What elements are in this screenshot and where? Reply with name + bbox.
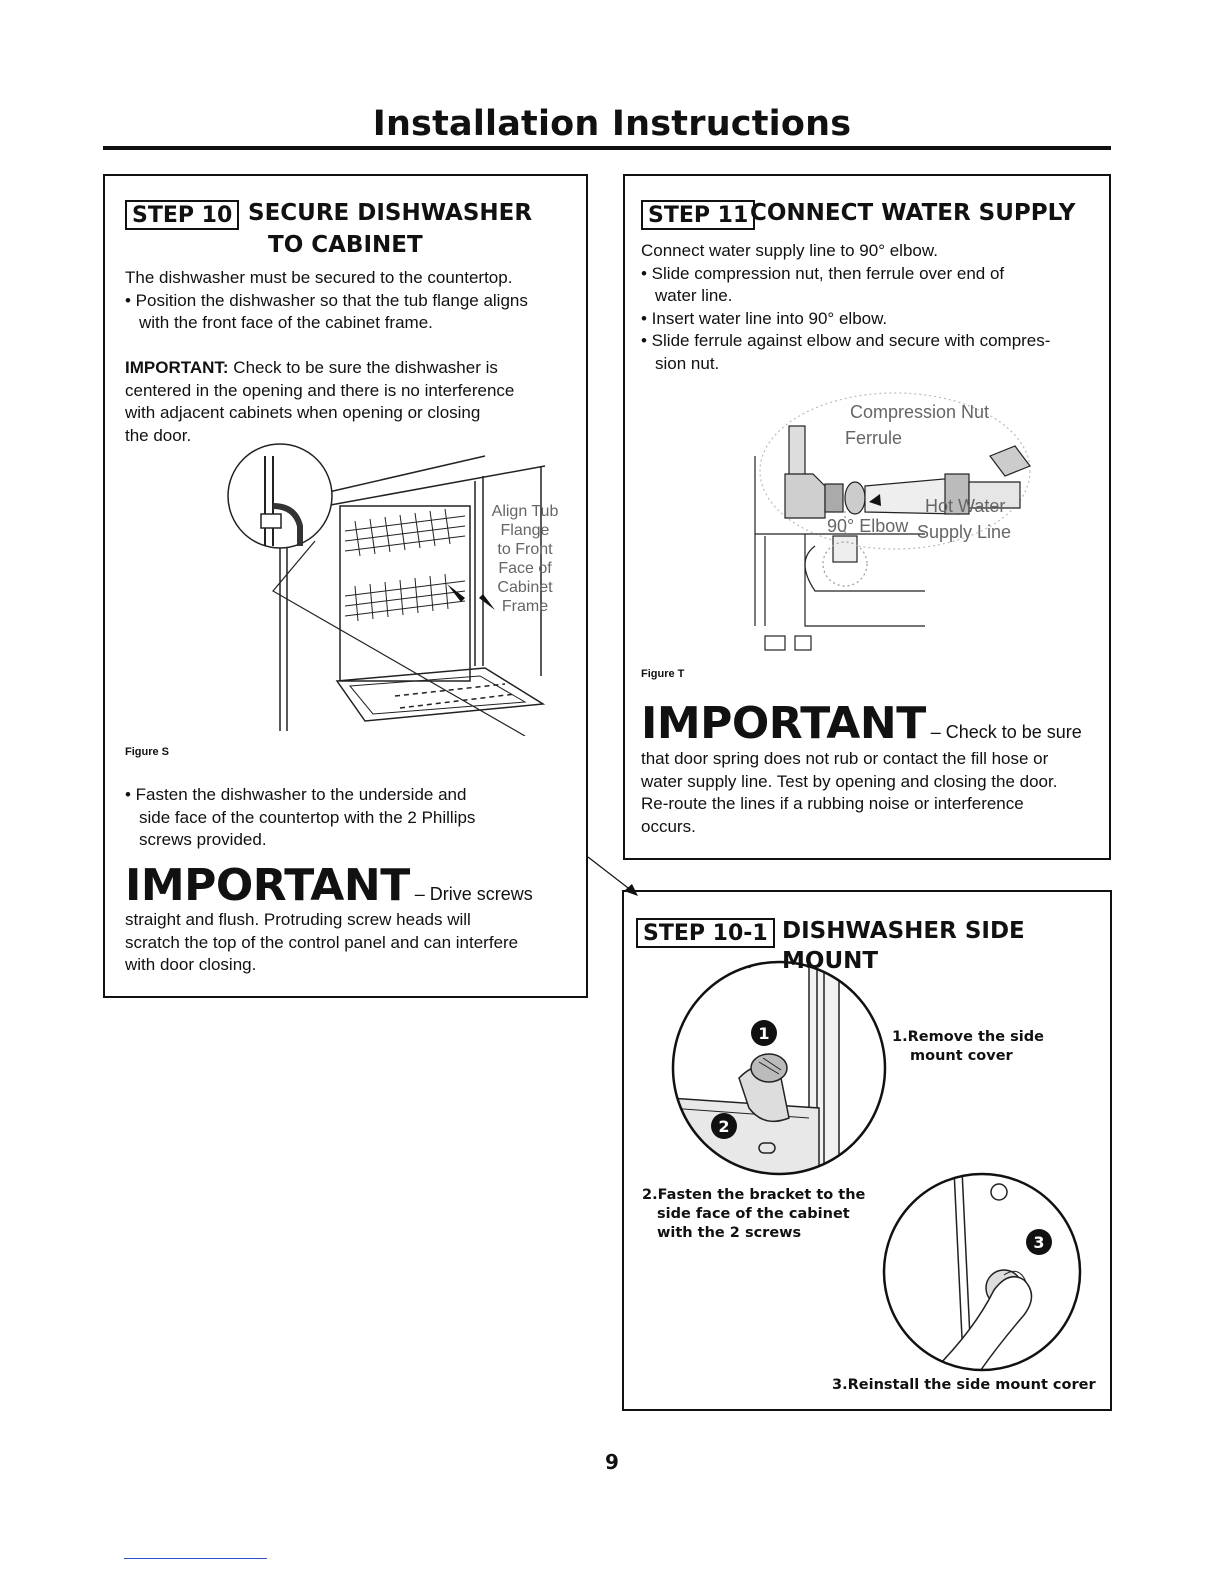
step11-badge: STEP 11 [641,200,755,230]
step10-badge: STEP 10 [125,200,239,230]
step11-intro: Connect water supply line to 90° elbow. [641,241,938,260]
step10-important2-line1: straight and flush. Protruding screw heads will [125,910,471,929]
step10-panel [103,174,588,998]
figure-s-callout-line: to Front [497,541,553,558]
header-rule [103,146,1111,150]
step10-important2-dash: – [409,884,430,904]
callout-reinstall-cover: 3.Reinstall the side mount corer [832,1377,1096,1393]
step10-important-line4: the door. [125,425,192,445]
step10-bullet2-line1: • Fasten the dishwasher to the underside and [125,785,467,804]
step10-important2-small: Drive screws [429,884,533,904]
step10-intro: The dishwasher must be secured to the countertop. [125,268,513,287]
ferrule-label: Ferrule [845,428,903,448]
figure-s-callout-line: Flange [500,522,550,539]
step11-bullet1-line1: • Slide compression nut, then ferrule over end of [641,263,1005,283]
step10-1-badge: STEP 10-1 [636,918,775,948]
figure-s-label: Figure S [125,746,170,758]
figure-s-callout-line: Face of [498,560,552,577]
step11-important-big: IMPORTANT [641,698,926,749]
step11-important-line2: water supply line. Test by opening and closing the door. [641,771,1058,791]
step11-important-small: Check to be sure [945,722,1082,742]
step10-important-line3: with adjacent cabinets when opening or closing [125,403,481,422]
step10-instructions [125,267,585,335]
side-mount-cover-illustration [669,958,889,1178]
reinstall-cover-illustration [874,1170,1094,1380]
step10-important-label: IMPORTANT: [125,358,229,377]
step10-bullet2-line3: screws provided. [139,830,267,849]
step10-title-line2: TO CABINET [268,232,423,258]
marker-3-number: 3 [1033,1233,1045,1252]
step10-important2-line3: with door closing. [125,955,257,974]
step10-important-note [125,357,585,447]
step10-bullet1-line1: • Position the dishwasher so that the tub flange aligns [125,290,528,310]
elbow-label: 90° Elbow [827,516,909,536]
step11-important-dash: – [925,722,946,742]
callout2-line3: with the 2 screws [657,1225,802,1241]
step10-important-line2: centered in the opening and there is no interference [125,380,515,400]
callout1-line2: mount cover [910,1048,1013,1064]
marker-2 [711,1113,737,1139]
callout2-line2: side face of the cabinet [657,1206,850,1222]
step10-important-line1: Check to be sure the dishwasher is [228,358,498,377]
marker-3 [1026,1229,1052,1255]
step10-1-panel [622,890,1112,1411]
step10-important-heading [125,860,533,911]
marker-1-number: 1 [758,1024,770,1043]
step11-title: CONNECT WATER SUPPLY [750,200,1076,226]
step11-bullet1-line2: water line. [655,286,733,305]
callout2-line1: 2.Fasten the bracket to the [642,1187,866,1203]
hot-water-label-line2: Supply Line [917,522,1012,542]
step11-bullet3-line2: sion nut. [655,353,720,373]
step10-title-line1: SECURE DISHWASHER [248,200,533,226]
figure-s-callout [485,498,565,628]
step11-panel [623,174,1111,860]
figure-s-callout-line: Align Tub [491,503,559,520]
compression-nut-label: Compression Nut [850,402,990,422]
step10-bullet2-line2: side face of the countertop with the 2 Phillips [139,807,476,827]
step11-bullet2: • Insert water line into 90° elbow. [641,308,888,328]
figure-s-callout-line: Cabinet [497,579,553,596]
step10-important2-line2: scratch the top of the control panel and can interfere [125,932,519,952]
page-number: 9 [605,1450,619,1474]
callout1-line1: 1.Remove the side [892,1029,1044,1045]
step10-important2-big: IMPORTANT [125,860,410,911]
step11-important-line4: occurs. [641,816,696,836]
marker-2-number: 2 [718,1117,730,1136]
step10-fasten-instructions [125,784,585,852]
callout-remove-cover [892,1028,1044,1066]
step11-important-heading [641,698,1082,749]
page-title: Installation Instructions [372,104,852,144]
figure-t-labels [805,396,1035,551]
step11-important-body [641,748,1106,838]
figure-t-label: Figure T [641,668,685,680]
marker-1 [751,1020,777,1046]
step10-1-title: DISHWASHER SIDE MOUNT [782,918,1025,974]
step11-important-line1: that door spring does not rub or contact the fill hose or [641,749,1049,768]
hot-water-label-line1: Hot Water [925,496,1006,516]
step11-important-line3: Re-route the lines if a rubbing noise or interference [641,794,1024,813]
callout-fasten-bracket [642,1186,865,1243]
footer-rule [124,1558,267,1559]
step11-instructions [641,240,1106,375]
step11-bullet3-line1: • Slide ferrule against elbow and secure with compres- [641,331,1051,350]
step10-important2-body [125,909,585,977]
figure-s-callout-line: Frame [501,598,549,615]
step10-bullet1-line2: with the front face of the cabinet frame. [139,313,433,332]
